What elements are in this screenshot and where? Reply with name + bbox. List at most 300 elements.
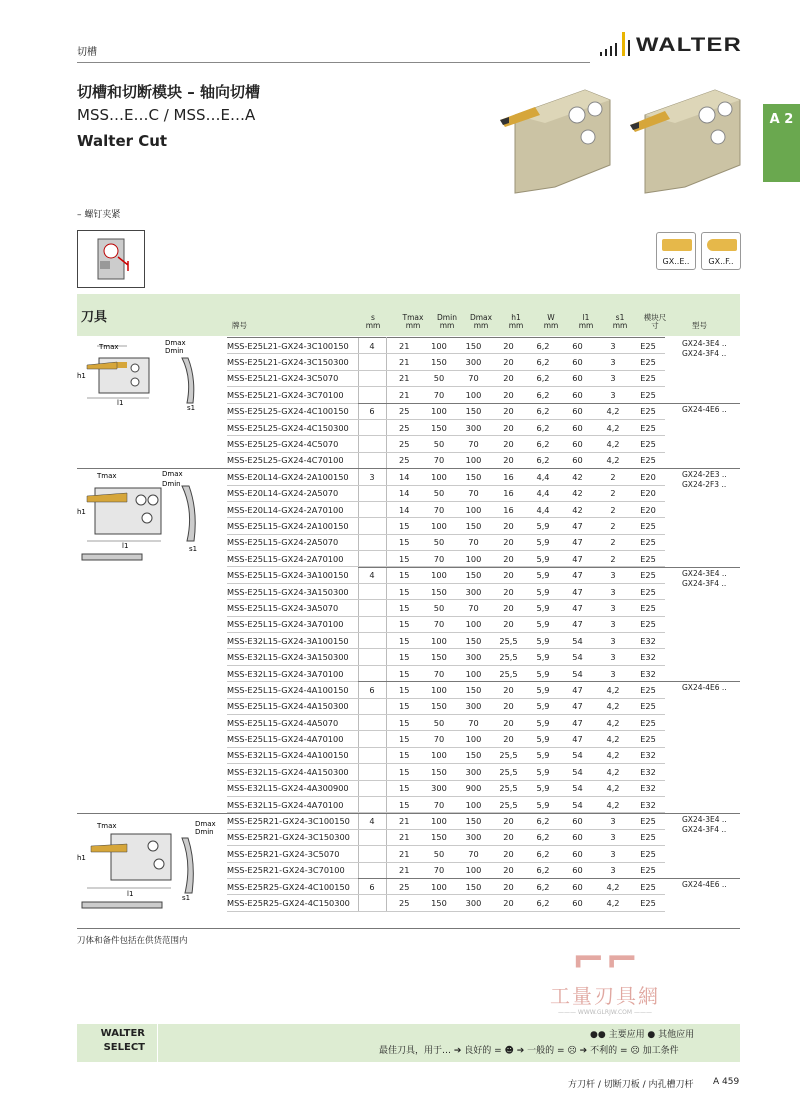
value-cell: 150	[422, 649, 456, 665]
value-cell: 100	[456, 551, 491, 567]
chapter-tab[interactable]: A 2	[763, 104, 800, 182]
value-cell: 6,2	[526, 862, 560, 878]
value-cell: 3	[595, 370, 631, 386]
col-head: Dmin mm	[437, 313, 457, 330]
value-cell: 70	[422, 665, 456, 681]
value-cell: 150	[456, 747, 491, 763]
value-cell: 5,9	[526, 665, 560, 681]
svg-text:Tmax: Tmax	[97, 822, 117, 830]
value-cell	[358, 862, 386, 878]
value-cell: 100	[422, 682, 456, 698]
designation-cell: MSS-E25L25-GX24-4C70100	[227, 452, 358, 468]
product-image-2	[625, 75, 745, 195]
svg-text:h1: h1	[77, 508, 86, 516]
value-cell: 150	[422, 354, 456, 370]
value-cell: 6,2	[526, 878, 560, 894]
table-row	[227, 518, 665, 534]
value-cell: E32	[631, 665, 665, 681]
value-cell: 47	[560, 714, 595, 730]
value-cell: 20	[491, 878, 526, 894]
designation-cell: MSS-E25L21-GX24-3C150300	[227, 354, 358, 370]
value-cell: 20	[491, 551, 526, 567]
value-cell	[358, 616, 386, 632]
value-cell: 150	[422, 764, 456, 780]
value-cell: 5,9	[526, 518, 560, 534]
value-cell: 25	[386, 436, 422, 452]
value-cell: E25	[631, 419, 665, 435]
designation-cell: MSS-E25L21-GX24-3C5070	[227, 370, 358, 386]
value-cell: E25	[631, 551, 665, 567]
value-cell	[358, 534, 386, 550]
value-cell: 150	[456, 682, 491, 698]
value-cell: 3	[595, 600, 631, 616]
value-cell	[358, 501, 386, 517]
col-head: 模块尺 寸	[643, 313, 667, 330]
value-cell: 15	[386, 764, 422, 780]
tool-diagram-c	[77, 338, 227, 418]
svg-text:s1: s1	[189, 545, 198, 553]
value-cell: 50	[422, 370, 456, 386]
value-cell: 4,2	[595, 895, 631, 911]
value-cell: 6,2	[526, 452, 560, 468]
value-cell: 150	[422, 419, 456, 435]
table-row	[227, 354, 665, 370]
value-cell: E25	[631, 387, 665, 403]
value-cell: 5,9	[526, 731, 560, 747]
value-cell: 25	[386, 419, 422, 435]
value-cell: 5,9	[526, 567, 560, 583]
value-cell: 70	[456, 485, 491, 501]
value-cell: 3	[595, 387, 631, 403]
tools-title: 刀具	[81, 310, 108, 325]
svg-text:Dmin: Dmin	[195, 828, 214, 836]
insert-type-note: GX24-3E4 .. GX24-3F4 ..	[682, 339, 727, 358]
product-image-1	[495, 75, 615, 195]
value-cell: 150	[422, 583, 456, 599]
table-row	[227, 895, 665, 911]
product-line: Walter Cut	[77, 132, 168, 150]
value-cell: 20	[491, 370, 526, 386]
value-cell: 150	[456, 469, 491, 485]
value-cell: 3	[595, 633, 631, 649]
value-cell: 100	[456, 501, 491, 517]
value-cell: E32	[631, 796, 665, 812]
watermark: ⌐⌐ 工量刃具網 ——— WWW.GLRJW.COM ———	[550, 937, 660, 1016]
value-cell: E25	[631, 338, 665, 354]
value-cell: 42	[560, 469, 595, 485]
value-cell: 3	[595, 616, 631, 632]
value-cell: 3	[595, 583, 631, 599]
value-cell: 4,2	[595, 452, 631, 468]
col-head: l1 mm	[578, 313, 594, 330]
value-cell: E25	[631, 731, 665, 747]
value-cell: 60	[560, 338, 595, 354]
footer-note: 刀体和备件包括在供货范围内	[77, 936, 188, 946]
header-rule	[77, 62, 590, 63]
value-cell: 70	[456, 714, 491, 730]
value-cell	[358, 419, 386, 435]
value-cell: 54	[560, 780, 595, 796]
value-cell: 15	[386, 518, 422, 534]
table-row	[227, 829, 665, 845]
page-title: 切槽和切断模块 – 轴向切槽	[77, 83, 260, 101]
value-cell: 4,2	[595, 419, 631, 435]
value-cell	[358, 747, 386, 763]
value-cell: 15	[386, 583, 422, 599]
diagram-dmin-label: Dmin	[165, 347, 184, 355]
value-cell: E25	[631, 878, 665, 894]
logo-text: WALTER	[636, 35, 743, 56]
designation-cell: MSS-E20L14-GX24-2A100150	[227, 469, 358, 485]
value-cell	[358, 551, 386, 567]
insert-type-note: GX24-4E6 ..	[682, 404, 727, 414]
value-cell: 60	[560, 370, 595, 386]
value-cell: 4,4	[526, 485, 560, 501]
designation-cell: MSS-E25R25-GX24-4C100150	[227, 878, 358, 894]
value-cell: 6,2	[526, 387, 560, 403]
value-cell	[358, 354, 386, 370]
value-cell: E25	[631, 567, 665, 583]
value-cell: 4,2	[595, 436, 631, 452]
value-cell: 47	[560, 534, 595, 550]
value-cell	[358, 714, 386, 730]
value-cell: 3	[595, 846, 631, 862]
value-cell: 6	[358, 878, 386, 894]
value-cell: 100	[456, 616, 491, 632]
value-cell: 5,9	[526, 698, 560, 714]
designation-cell: MSS-E25L15-GX24-3A5070	[227, 600, 358, 616]
designation-cell: MSS-E25L15-GX24-4A70100	[227, 731, 358, 747]
value-cell: 4,2	[595, 682, 631, 698]
value-cell: 5,9	[526, 534, 560, 550]
value-cell: 16	[491, 469, 526, 485]
table-row	[227, 747, 665, 763]
value-cell: 3	[595, 338, 631, 354]
value-cell	[358, 895, 386, 911]
value-cell: 6,2	[526, 419, 560, 435]
value-cell: 15	[386, 714, 422, 730]
value-cell: 54	[560, 633, 595, 649]
value-cell	[358, 436, 386, 452]
value-cell: 900	[456, 780, 491, 796]
value-cell	[358, 665, 386, 681]
value-cell: 4,2	[595, 796, 631, 812]
value-cell: 15	[386, 567, 422, 583]
designation-cell: MSS-E25L15-GX24-4A150300	[227, 698, 358, 714]
value-cell: 100	[422, 518, 456, 534]
value-cell: E25	[631, 698, 665, 714]
value-cell: 20	[491, 567, 526, 583]
value-cell	[358, 518, 386, 534]
table-row	[227, 649, 665, 665]
value-cell: 25	[386, 452, 422, 468]
value-cell: 100	[422, 338, 456, 354]
value-cell: 300	[456, 764, 491, 780]
value-cell: 20	[491, 846, 526, 862]
value-cell: E20	[631, 501, 665, 517]
value-cell: 70	[456, 600, 491, 616]
application-legend: ●● 主要应用 ● 其他应用	[590, 1030, 695, 1040]
value-cell: 14	[386, 469, 422, 485]
value-cell: 4	[358, 813, 386, 829]
designation-cell: MSS-E25L21-GX24-3C100150	[227, 338, 358, 354]
designation-cell: MSS-E25L15-GX24-2A70100	[227, 551, 358, 567]
value-cell: 54	[560, 796, 595, 812]
value-cell: 4,2	[595, 878, 631, 894]
svg-text:Dmax: Dmax	[195, 820, 216, 828]
value-cell: 3	[595, 567, 631, 583]
value-cell: 15	[386, 682, 422, 698]
value-cell: 100	[456, 731, 491, 747]
value-cell: 60	[560, 387, 595, 403]
insert-gx-e-icon[interactable]: GX..E..	[656, 232, 696, 270]
value-cell: E25	[631, 600, 665, 616]
value-cell: 5,9	[526, 551, 560, 567]
value-cell: 300	[456, 583, 491, 599]
page-subtitle: MSS…E…C / MSS…E…A	[77, 106, 256, 124]
col-head: h1 mm	[508, 313, 524, 330]
value-cell	[358, 452, 386, 468]
logo-bars-icon	[598, 40, 636, 56]
col-head: Tmax mm	[402, 313, 424, 330]
value-cell: 15	[386, 665, 422, 681]
value-cell: 20	[491, 862, 526, 878]
group-divider	[77, 468, 740, 469]
value-cell: 14	[386, 501, 422, 517]
value-cell: E25	[631, 354, 665, 370]
value-cell: 2	[595, 485, 631, 501]
value-cell: 15	[386, 616, 422, 632]
value-cell: 60	[560, 403, 595, 419]
value-cell: 47	[560, 518, 595, 534]
value-cell: 60	[560, 813, 595, 829]
value-cell: 25	[386, 403, 422, 419]
designation-cell: MSS-E25L15-GX24-4A100150	[227, 682, 358, 698]
value-cell: 47	[560, 551, 595, 567]
value-cell: 6,2	[526, 895, 560, 911]
value-cell: 50	[422, 846, 456, 862]
value-cell: 4,2	[595, 747, 631, 763]
value-cell: 6,2	[526, 813, 560, 829]
designation-cell: MSS-E25L15-GX24-4A5070	[227, 714, 358, 730]
tool-diagram-r	[77, 818, 227, 918]
value-cell: 300	[456, 649, 491, 665]
value-cell: 15	[386, 534, 422, 550]
table-row	[227, 403, 665, 419]
value-cell: 2	[595, 469, 631, 485]
value-cell: 21	[386, 862, 422, 878]
table-row	[227, 764, 665, 780]
col-head: s1 mm	[612, 313, 628, 330]
value-cell: 20	[491, 895, 526, 911]
value-cell	[358, 698, 386, 714]
value-cell: 54	[560, 649, 595, 665]
value-cell: 100	[422, 747, 456, 763]
value-cell	[358, 387, 386, 403]
table-row	[227, 567, 665, 583]
value-cell: 70	[422, 731, 456, 747]
designation-cell: MSS-E32L15-GX24-4A100150	[227, 747, 358, 763]
designation-cell: MSS-E25L15-GX24-2A5070	[227, 534, 358, 550]
table-row	[227, 436, 665, 452]
value-cell: 14	[386, 485, 422, 501]
value-cell: 5,9	[526, 780, 560, 796]
value-cell: E32	[631, 633, 665, 649]
table-row	[227, 665, 665, 681]
value-cell: E25	[631, 846, 665, 862]
value-cell: 21	[386, 846, 422, 862]
svg-text:Dmin: Dmin	[162, 480, 181, 488]
value-cell: 6	[358, 403, 386, 419]
value-cell: 20	[491, 452, 526, 468]
value-cell: 5,9	[526, 747, 560, 763]
value-cell: 25,5	[491, 633, 526, 649]
value-cell: 25	[386, 895, 422, 911]
value-cell: 2	[595, 551, 631, 567]
designation-cell: MSS-E25L15-GX24-3A70100	[227, 616, 358, 632]
value-cell: 2	[595, 534, 631, 550]
col-type: 型号	[692, 321, 707, 330]
value-cell: 50	[422, 714, 456, 730]
value-cell: 15	[386, 731, 422, 747]
table-row	[227, 714, 665, 730]
col-head: s mm	[365, 313, 381, 330]
table-row	[227, 616, 665, 632]
group-divider	[358, 403, 740, 404]
value-cell: 5,9	[526, 583, 560, 599]
value-cell: E32	[631, 649, 665, 665]
conditions-legend: 最佳刀具，用于… ➔ 良好的 = ☻ ➔ 一般的 = ☹ ➔ 不利的 = ☹ 加工条件	[379, 1046, 679, 1056]
value-cell: 5,9	[526, 682, 560, 698]
value-cell: 4,2	[595, 780, 631, 796]
value-cell: E25	[631, 616, 665, 632]
value-cell: 100	[422, 633, 456, 649]
value-cell: 70	[422, 551, 456, 567]
value-cell: E25	[631, 813, 665, 829]
table-row	[227, 682, 665, 698]
value-cell: 100	[422, 878, 456, 894]
value-cell: 15	[386, 551, 422, 567]
value-cell: 54	[560, 665, 595, 681]
value-cell: E25	[631, 370, 665, 386]
value-cell: 100	[456, 665, 491, 681]
value-cell: E25	[631, 714, 665, 730]
value-cell: 25	[386, 878, 422, 894]
designation-cell: MSS-E25R21-GX24-3C70100	[227, 862, 358, 878]
value-cell: 16	[491, 485, 526, 501]
value-cell: 15	[386, 649, 422, 665]
value-cell: 21	[386, 370, 422, 386]
value-cell: 21	[386, 829, 422, 845]
value-cell: 100	[422, 403, 456, 419]
insert-type-note: GX24-2E3 .. GX24-2F3 ..	[682, 470, 727, 490]
value-cell: 25,5	[491, 780, 526, 796]
value-cell: 150	[456, 878, 491, 894]
value-cell: 3	[595, 665, 631, 681]
value-cell: 47	[560, 731, 595, 747]
value-cell: 100	[456, 796, 491, 812]
designation-cell: MSS-E25L25-GX24-4C150300	[227, 419, 358, 435]
designation-cell: MSS-E25L21-GX24-3C70100	[227, 387, 358, 403]
value-cell: E32	[631, 780, 665, 796]
value-cell: E32	[631, 764, 665, 780]
value-cell	[358, 764, 386, 780]
value-cell: 21	[386, 813, 422, 829]
value-cell: 6,2	[526, 829, 560, 845]
value-cell: 4,2	[595, 764, 631, 780]
value-cell: 3	[595, 354, 631, 370]
designation-cell: MSS-E32L15-GX24-4A150300	[227, 764, 358, 780]
value-cell: 3	[595, 813, 631, 829]
table-row	[227, 469, 665, 485]
value-cell	[358, 780, 386, 796]
table-row	[227, 780, 665, 796]
table-row	[227, 796, 665, 812]
value-cell: 20	[491, 616, 526, 632]
svg-text:Tmax: Tmax	[97, 472, 117, 480]
value-cell: 70	[422, 796, 456, 812]
insert-type-note: GX24-3E4 .. GX24-3F4 ..	[682, 814, 727, 834]
value-cell: 60	[560, 452, 595, 468]
page-number: A 459	[713, 1077, 740, 1087]
svg-text:l1: l1	[122, 542, 129, 550]
value-cell: 300	[456, 895, 491, 911]
value-cell: 25,5	[491, 764, 526, 780]
value-cell: 300	[422, 780, 456, 796]
value-cell: 21	[386, 338, 422, 354]
table-row	[227, 387, 665, 403]
value-cell: 60	[560, 419, 595, 435]
value-cell: 6,2	[526, 370, 560, 386]
value-cell: 150	[422, 895, 456, 911]
designation-cell: MSS-E25L15-GX24-2A100150	[227, 518, 358, 534]
designation-cell: MSS-E20L14-GX24-2A70100	[227, 501, 358, 517]
designation-cell: MSS-E25R21-GX24-3C100150	[227, 813, 358, 829]
svg-text:h1: h1	[77, 854, 86, 862]
designation-cell: MSS-E25L25-GX24-4C5070	[227, 436, 358, 452]
value-cell: 20	[491, 714, 526, 730]
diagram-l1-label: l1	[117, 399, 124, 407]
diagram-tmax-label: Tmax	[99, 343, 119, 351]
value-cell: E25	[631, 583, 665, 599]
group-divider	[358, 681, 740, 682]
value-cell: 20	[491, 403, 526, 419]
value-cell: 70	[422, 501, 456, 517]
value-cell: 5,9	[526, 600, 560, 616]
value-cell: 70	[422, 452, 456, 468]
table-row	[227, 731, 665, 747]
value-cell	[358, 633, 386, 649]
value-cell: E25	[631, 895, 665, 911]
value-cell: 15	[386, 698, 422, 714]
insert-gx-f-icon[interactable]: GX..F..	[701, 232, 741, 270]
value-cell: 2	[595, 501, 631, 517]
value-cell: 150	[456, 403, 491, 419]
value-cell	[358, 796, 386, 812]
value-cell: 60	[560, 846, 595, 862]
value-cell: 47	[560, 616, 595, 632]
value-cell: 300	[456, 419, 491, 435]
designation-cell: MSS-E25L15-GX24-3A150300	[227, 583, 358, 599]
table-row	[227, 600, 665, 616]
designation-cell: MSS-E32L15-GX24-4A300900	[227, 780, 358, 796]
value-cell	[358, 485, 386, 501]
value-cell: 20	[491, 534, 526, 550]
value-cell: 70	[422, 862, 456, 878]
value-cell: 25,5	[491, 665, 526, 681]
diagram-dmax-label: Dmax	[165, 339, 186, 347]
value-cell: 47	[560, 682, 595, 698]
